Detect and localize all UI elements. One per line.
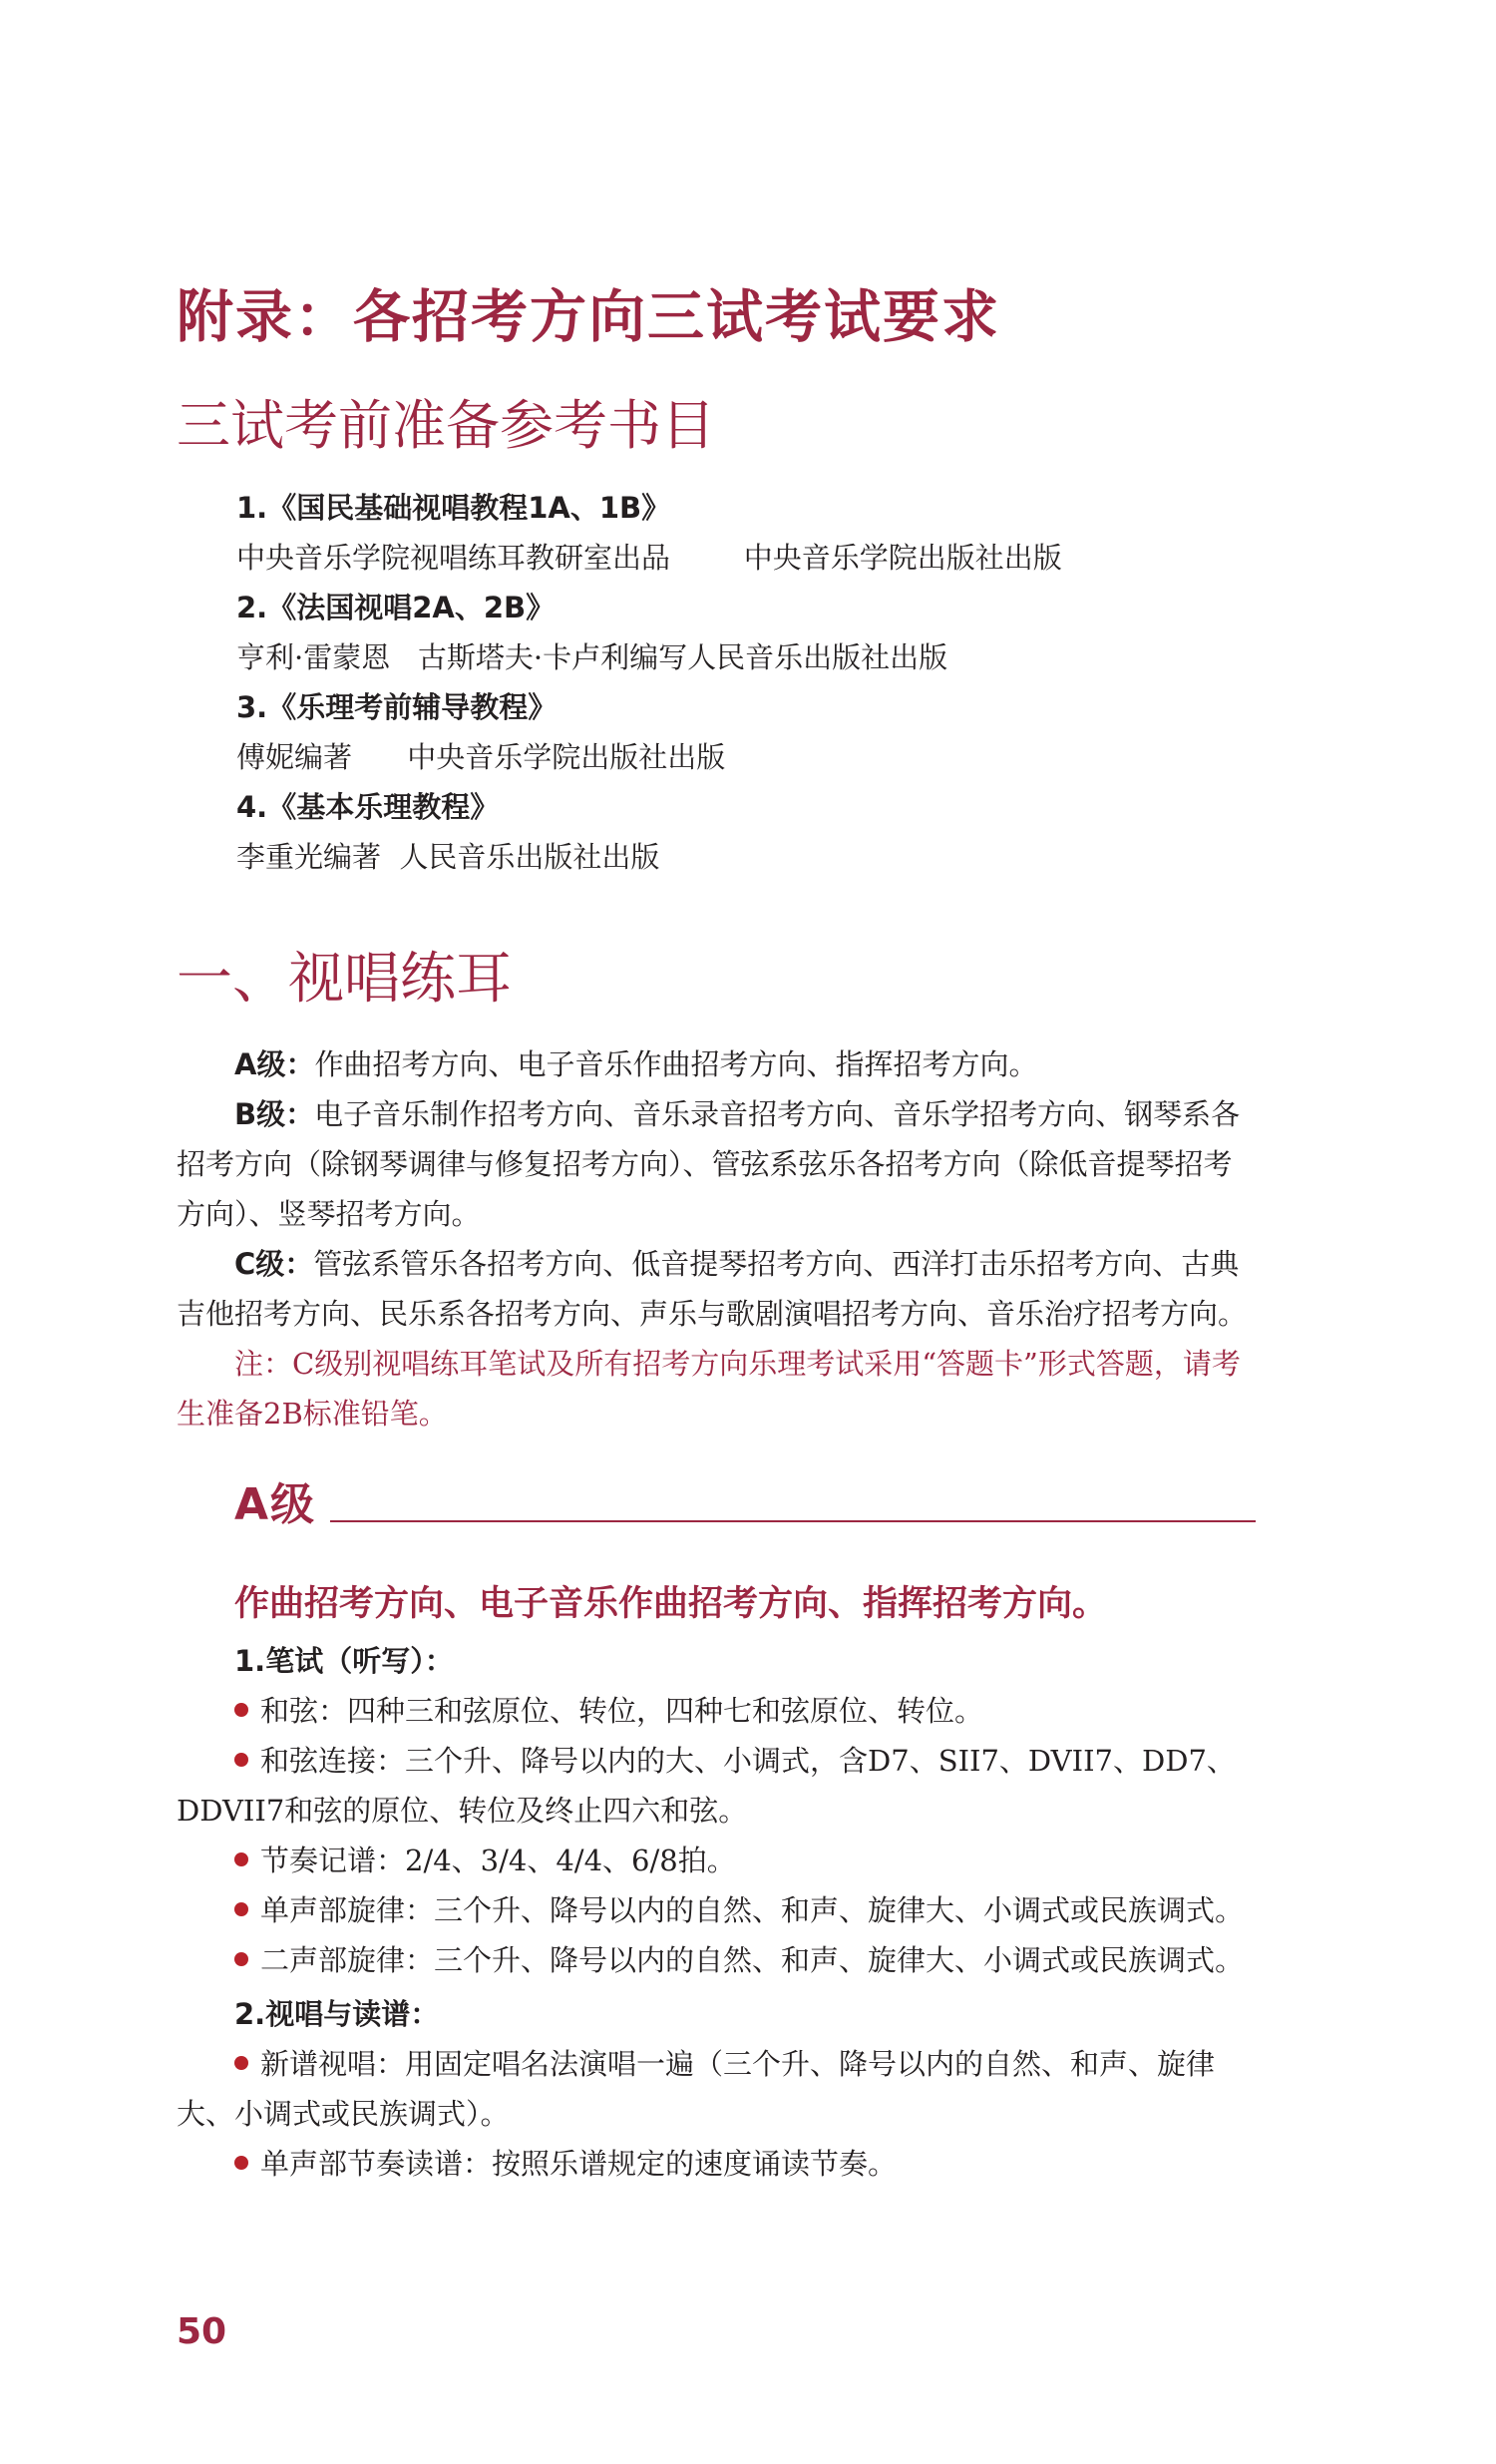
reference-book-list xyxy=(177,483,1256,882)
level-descriptions xyxy=(177,1039,1256,1438)
level-c-description xyxy=(177,1239,1256,1339)
page-number: 50 xyxy=(177,2311,227,2352)
level-text: 作曲招考方向、电子音乐作曲招考方向、指挥招考方向。 xyxy=(314,1047,1038,1081)
level-label: A级： xyxy=(234,1047,315,1081)
level-a-header xyxy=(177,1474,1256,1536)
level-label: C级： xyxy=(234,1247,314,1281)
sight-singing-reading-heading: 2.视唱与读谱： xyxy=(234,1997,440,2031)
list-item-text: 节奏记谱：2/4、3/4、4/4、6/8拍。 xyxy=(260,1844,736,1877)
book-publisher: 亨利·雷蒙恩 古斯塔夫·卡卢利编写人民音乐出版社出版 xyxy=(236,640,948,674)
level-b-description xyxy=(177,1089,1256,1239)
bullet-dot-icon xyxy=(234,1952,248,1966)
bullet-dot-icon xyxy=(234,2056,248,2070)
reference-books-heading: 三试考前准备参考书目 xyxy=(177,394,715,457)
level-a-title: A级 xyxy=(234,1479,317,1530)
level-a-divider xyxy=(330,1520,1256,1522)
book-publisher: 李重光编著 人民音乐出版社出版 xyxy=(236,840,660,874)
list-item xyxy=(177,1935,1256,1985)
book-item xyxy=(236,682,1256,782)
list-item xyxy=(177,1885,1256,1935)
appendix-title: 附录：各招考方向三试考试要求 xyxy=(177,284,1000,350)
list-item-text: 单声部旋律：三个升、降号以内的自然、和声、旋律大、小调式或民族调式。 xyxy=(260,1893,1245,1927)
book-item xyxy=(236,483,1256,583)
bullet-dot-icon xyxy=(234,2156,248,2170)
bullet-dot-icon xyxy=(234,1753,248,1767)
level-text: 管弦系管乐各招考方向、低音提琴招考方向、西洋打击乐招考方向、古典吉他招考方向、民乐系各招考方向、声乐与歌剧演唱招考方向、音乐治疗招考方向。 xyxy=(177,1247,1248,1331)
list-item xyxy=(177,2139,1256,2189)
level-text: 电子音乐制作招考方向、音乐录音招考方向、音乐学招考方向、钢琴系各招考方向（除钢琴调律与修复招考方向）、管弦系弦乐各招考方向（除低音提琴招考方向）、竖琴招考方向。 xyxy=(177,1097,1241,1231)
book-item xyxy=(236,583,1256,682)
level-a-description xyxy=(177,1039,1256,1089)
book-publisher: 中央音乐学院视唱练耳教研室出品 中央音乐学院出版社出版 xyxy=(236,541,1062,575)
list-item xyxy=(177,2039,1256,2139)
book-title: 4.《基本乐理教程》 xyxy=(236,790,500,824)
book-publisher: 傅妮编著 中央音乐学院出版社出版 xyxy=(236,740,726,774)
list-item xyxy=(177,1736,1256,1836)
book-title: 3.《乐理考前辅导教程》 xyxy=(236,690,558,724)
list-item-text: 单声部节奏读谱：按照乐谱规定的速度诵读节奏。 xyxy=(260,2147,898,2181)
list-item-text: 和弦连接：三个升、降号以内的大、小调式，含D7、SII7、DVII7、DD7、DDVII7和弦的原位、转位及终止四六和弦。 xyxy=(177,1744,1236,1828)
list-item-text: 二声部旋律：三个升、降号以内的自然、和声、旋律大、小调式或民族调式。 xyxy=(260,1943,1245,1977)
bullet-dot-icon xyxy=(234,1703,248,1717)
written-exam-heading: 1.笔试（听写）： xyxy=(234,1644,454,1678)
book-item xyxy=(236,782,1256,882)
list-item xyxy=(177,1686,1256,1736)
level-label: B级： xyxy=(234,1097,315,1131)
list-item xyxy=(177,1836,1256,1885)
page-content xyxy=(177,277,1256,2189)
section-heading-sight-singing: 一、视唱练耳 xyxy=(177,947,512,1012)
bullet-dot-icon xyxy=(234,1852,248,1866)
book-title: 1.《国民基础视唱教程1A、1B》 xyxy=(236,491,671,525)
list-item-text: 新谱视唱：用固定唱名法演唱一遍（三个升、降号以内的自然、和声、旋律大、小调式或民族调式）。 xyxy=(177,2047,1216,2131)
level-a-directions: 作曲招考方向、电子音乐作曲招考方向、指挥招考方向。 xyxy=(234,1584,1108,1624)
answer-card-note: 注：C级别视唱练耳笔试及所有招考方向乐理考试采用“答题卡”形式答题，请考生准备2B标准铅笔。 xyxy=(177,1347,1241,1431)
list-item-text: 和弦：四种三和弦原位、转位，四种七和弦原位、转位。 xyxy=(260,1694,984,1728)
book-title: 2.《法国视唱2A、2B》 xyxy=(236,591,556,624)
bullet-dot-icon xyxy=(234,1902,248,1916)
